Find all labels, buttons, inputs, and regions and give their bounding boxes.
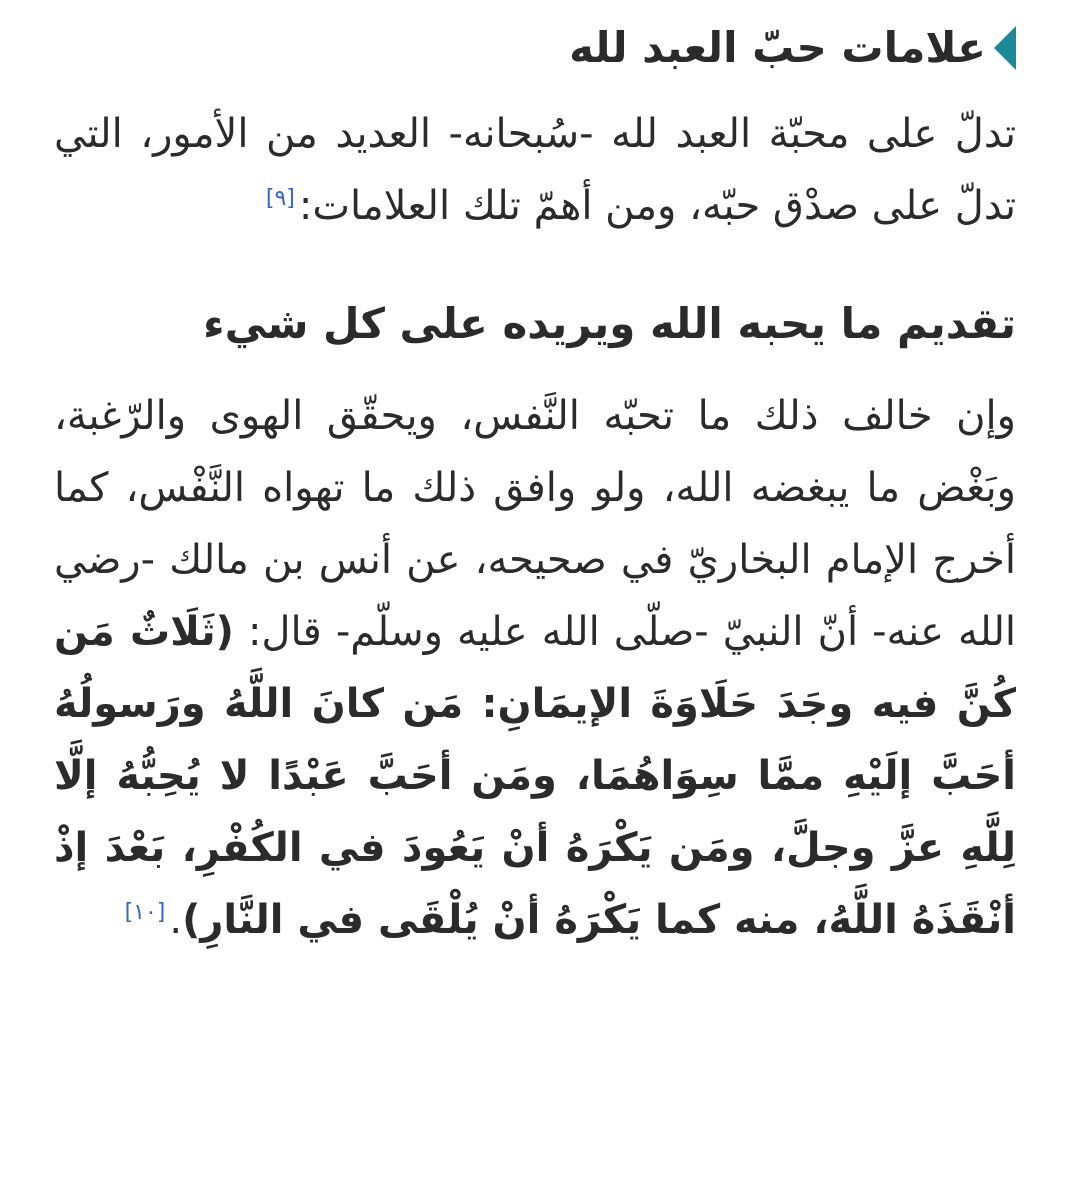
section-heading	[54, 16, 1016, 80]
hadith-quote: (ثَلَاثٌ مَن كُنَّ فيه وجَدَ حَلَاوَةَ الإيمَانِ: مَن كانَ اللَّهُ ورَسولُهُ أحَبَّ إلَيْهِ ممَّا سِوَاهُمَا، ومَن أحَبَّ عَبْدًا لا يُحِبُّهُ إلَّا لِلَّهِ عزَّ وجلَّ، ومَن يَكْرَهُ أنْ يَعُودَ في الكُفْرِ، بَعْدَ إذْ أنْقَذَهُ اللَّهُ، منه كما يَكْرَهُ أنْ يُلْقَى في النَّارِ)	[54, 609, 1016, 943]
subsection-heading: تقديم ما يحبه الله ويريده على كل شيء	[203, 299, 1016, 348]
subsection-body-end: .	[169, 897, 183, 943]
subsection-body-lead: وإن خالف ذلك ما تحبّه النَّفس، ويحقّق الهوى والرّغبة، وبَغْض ما يبغضه الله، ولو وافق ذلك ما تهواه النَّفْس، كما أخرج الإمام البخاريّ في صحيحه، عن أنس بن مالك -رضي الله عنه- أنّ النبيّ -صلّى الله عليه وسلّم- قال:	[54, 393, 1016, 655]
intro-text: تدلّ على محبّة العبد لله -سُبحانه- العديد من الأمور، التي تدلّ على صدْق حبّه، ومن أهمّ تلك العلامات:	[54, 111, 1016, 229]
reference-link-9[interactable]: [٩]	[265, 185, 295, 211]
triangle-marker-icon	[994, 26, 1016, 70]
reference-link-10[interactable]: [١٠]	[124, 899, 166, 925]
section-heading-text: علامات حبّ العبد لله	[569, 23, 986, 72]
intro-paragraph	[54, 98, 1016, 242]
subsection-paragraph	[54, 380, 1016, 956]
